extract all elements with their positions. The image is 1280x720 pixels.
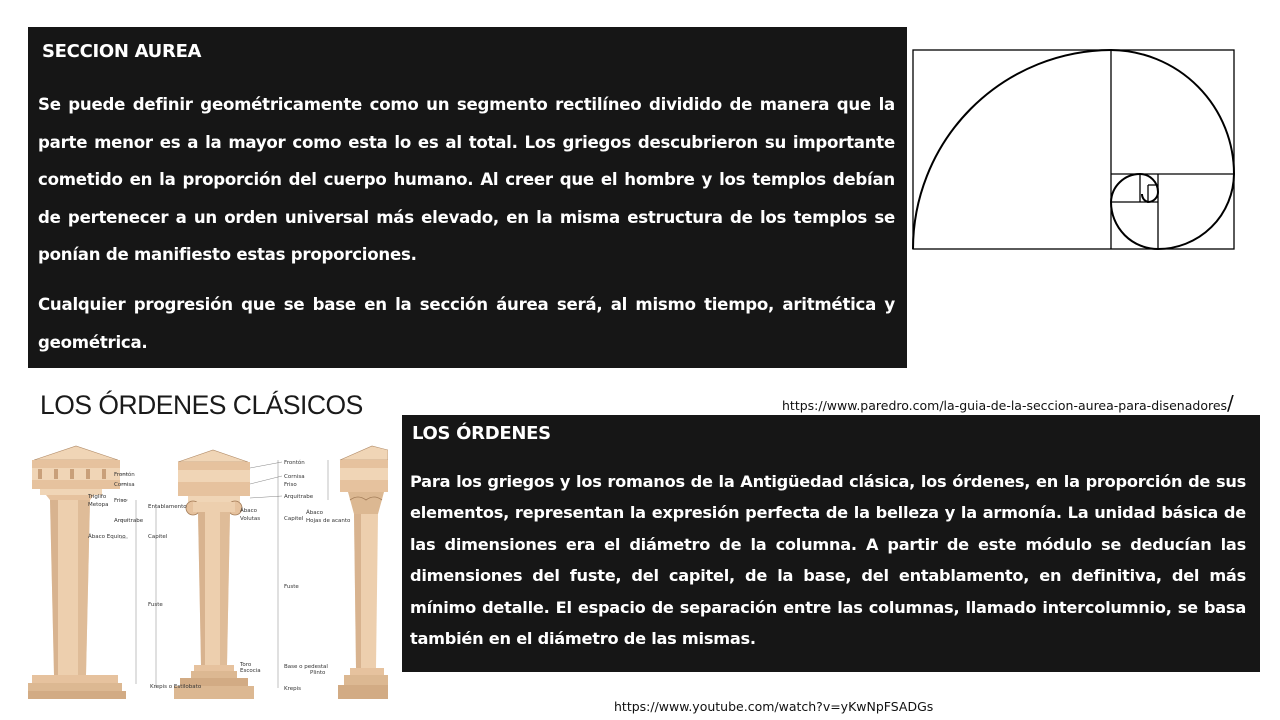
label-friso: Friso (114, 498, 127, 504)
label-abaco-2: Ábaco (306, 510, 324, 516)
label-abaco-equino: Ábaco Equino (88, 534, 126, 540)
seccion-aurea-paragraph: Se puede definir geométricamente como un segmento rectilíneo dividido de manera que la parte menor es a la mayor como esta lo es al total. Los griegos descubrieron su importante cometido en la proporción del cuerpo humano. Al creer que el hombre y los templos debían de pertenecer a un orden universal más elevado, en la misma estructura de los templos se ponían de manifiesto estas proporciones. (38, 95, 895, 265)
label-fuste: Fuste (148, 602, 163, 608)
label-fronton-2: Frontón (284, 460, 305, 466)
label-krepis: Krepis (284, 686, 302, 692)
seccion-aurea-title: SECCION AUREA (42, 41, 202, 62)
corinthian-column (338, 446, 388, 699)
spiral-outer-rect (913, 50, 1234, 249)
label-arquitrabe: Arquitrabe (114, 518, 144, 524)
label-krepis-estilobato: Krepis o Estilobato (150, 684, 202, 690)
seccion-aurea-paragraph-2: Cualquier progresión que se base en la sección áurea será, al mismo tiempo, aritmética y geométrica. (38, 294, 895, 352)
label-friso-2: Friso (284, 482, 297, 488)
label-triglifo: Triglifo (88, 494, 107, 500)
label-fuste-2: Fuste (284, 584, 299, 590)
label-plinto: Plinto (310, 670, 326, 676)
label-base-pedestal: Base o pedestal (284, 664, 328, 670)
link-slash: / (1227, 390, 1234, 415)
golden-spiral-diagram (910, 47, 1238, 253)
paredro-link-text[interactable]: https://www.paredro.com/la-guia-de-la-seccion-aurea-para-disenadores (782, 397, 1228, 413)
label-capitel: Capitel (148, 534, 168, 540)
paredro-source-link[interactable] (782, 391, 1234, 415)
seccion-aurea-panel (28, 27, 907, 368)
label-hojas-acanto: Hojas de acanto (306, 518, 351, 524)
doric-column (28, 446, 126, 699)
los-ordenes-title: LOS ÓRDENES (412, 423, 551, 444)
label-metopa: Metopa (88, 502, 109, 508)
classical-orders-illustration (28, 440, 388, 702)
label-capitel-2: Capitel (284, 516, 304, 522)
los-ordenes-panel (402, 415, 1260, 672)
los-ordenes-paragraph: Para los griegos y los romanos de la Antigüedad clásica, los órdenes, en la proporción de sus elementos, representan la expresión perfecta de la belleza y la armonía. La unidad básica de las dimensiones era el diámetro de la columna. A partir de este módulo se deducían las dimensiones del fuste, del capitel, de la base, del entablamento, en definitiva, del más mínimo detalle. El espacio de separación entre las columnas, llamado intercolumnio, se basa también en el diámetro de las mismas. (410, 472, 1246, 649)
label-cornisa-2: Cornisa (284, 474, 305, 480)
ordenes-clasicos-heading: LOS ÓRDENES CLÁSICOS (40, 390, 363, 420)
label-cornisa: Cornisa (114, 482, 135, 488)
label-toro: Toro (240, 662, 252, 668)
label-entablamento: Entablamento (148, 504, 187, 510)
golden-spiral-curve (913, 50, 1234, 249)
label-abaco: Ábaco (240, 508, 258, 514)
label-volutas: Volutas (240, 516, 261, 522)
label-arquitrabe-2: Arquitrabe (284, 494, 314, 500)
youtube-source-link[interactable]: https://www.youtube.com/watch?v=yKwNpFSADGs (614, 698, 934, 714)
label-escocia: Escocia (240, 668, 261, 674)
label-fronton: Frontón (114, 472, 135, 478)
